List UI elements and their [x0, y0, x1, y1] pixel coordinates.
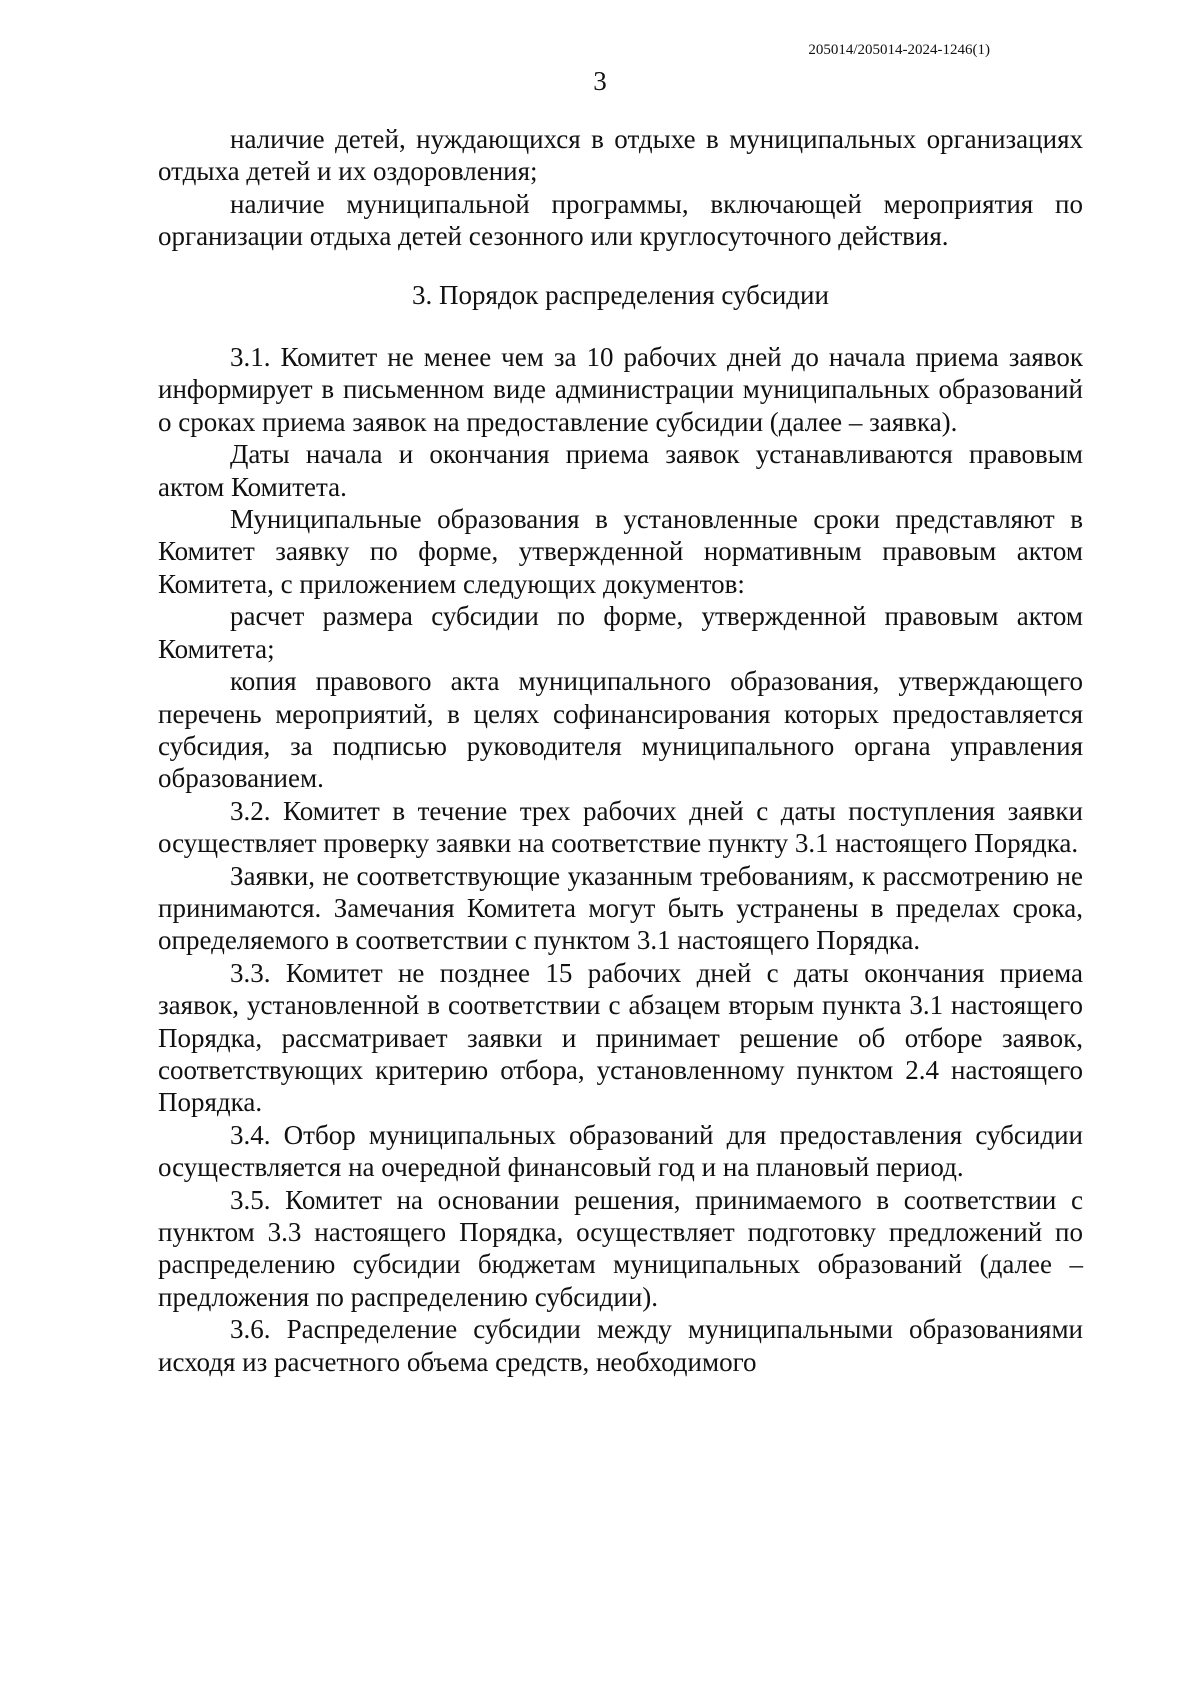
paragraph: 3.4. Отбор муниципальных образований для предоставления субсидии осуществляется на очередной финансовый год и на плановый период.: [158, 1119, 1083, 1183]
paragraph: Муниципальные образования в установленные сроки представляют в Комитет заявку по форме, утвержденной нормативным правовым актом Комитета, с приложением следующих документов:: [158, 504, 1083, 599]
paragraph: расчет размера субсидии по форме, утвержденной правовым актом Комитета;: [158, 601, 1083, 664]
paragraph: Заявки, не соответствующие указанным требованиям, к рассмотрению не принимаются. Замечания Комитета могут быть устранены в пределах срока, определяемого в соответствии с пунктом 3.1 настоящего Порядка.: [158, 860, 1083, 956]
paragraph: 3.5. Комитет на основании решения, принимаемого в соответствии с пунктом 3.3 настоящего Порядка, осуществляет подготовку предложений по распределению субсидии бюджетам муниципальных образований (далее – предложения по распределению субсидии).: [158, 1184, 1083, 1312]
page-number: 3: [593, 66, 607, 96]
paragraph: 3.3. Комитет не позднее 15 рабочих дней с даты окончания приема заявок, установленной в соответствии с абзацем вторым пункта 3.1 настоящего Порядка, рассматривает заявки и принимает решение об отборе заявок, соответствующих критерию отбора, установленному пунктом 2.4 настоящего Порядка.: [158, 957, 1083, 1118]
paragraph: 3.1. Комитет не менее чем за 10 рабочих дней до начала приема заявок информирует в письменном виде администрации муниципальных образований о сроках приема заявок на предоставление субсидии (далее – заявка).: [158, 342, 1083, 437]
paragraph: копия правового акта муниципального образования, утверждающего перечень мероприятий, в целях софинансирования которых предоставляется субсидия, за подписью руководителя муниципального органа управления образованием.: [158, 666, 1083, 794]
paragraph: наличие муниципальной программы, включающей мероприятия по организации отдыха детей сезонного или круглосуточного действия.: [158, 188, 1083, 252]
paragraph: наличие детей, нуждающихся в отдыхе в муниципальных организациях отдыха детей и их оздоровления;: [158, 124, 1083, 187]
paragraph: 3.2. Комитет в течение трех рабочих дней с даты поступления заявки осуществляет проверку заявки на соответствие пункту 3.1 настоящего Порядка.: [158, 795, 1083, 859]
document-id: 205014/205014-2024-1246(1): [808, 42, 990, 58]
paragraph: 3.6. Распределение субсидии между муниципальными образованиями исходя из расчетного объема средств, необходимого: [158, 1314, 1083, 1377]
paragraph: Даты начала и окончания приема заявок устанавливаются правовым актом Комитета.: [158, 439, 1083, 502]
document-body: [158, 123, 1083, 1378]
section-heading: 3. Порядок распределения субсидии: [412, 279, 829, 310]
